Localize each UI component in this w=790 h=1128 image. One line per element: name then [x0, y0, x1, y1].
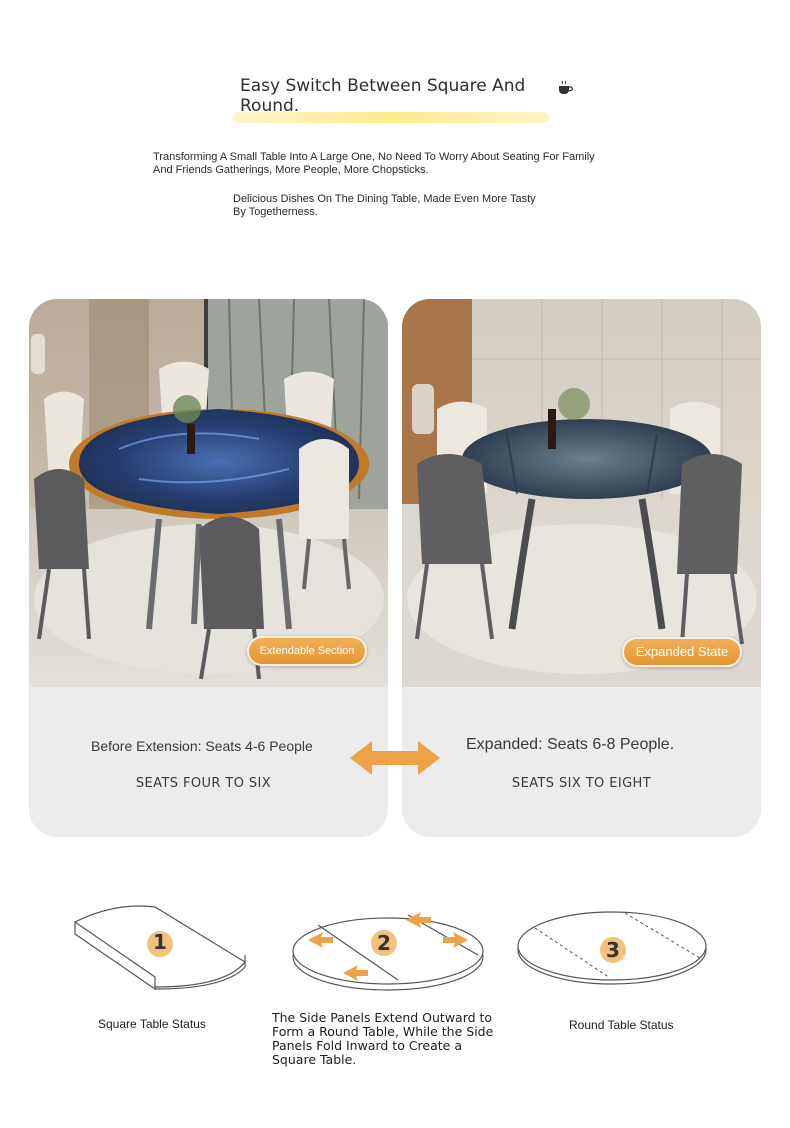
round-table-photo	[402, 299, 761, 687]
seats-six-to-eight-label: SEATS SIX TO EIGHT	[511, 776, 652, 791]
step-1-number: 1	[153, 930, 167, 954]
step-3-caption: Round Table Status	[569, 1018, 674, 1032]
title-block	[233, 76, 553, 116]
step-1-caption: Square Table Status	[98, 1017, 206, 1031]
expanded-text: Expanded: Seats 6-8 People.	[466, 736, 675, 753]
double-arrow-icon	[350, 741, 440, 775]
page-title: Easy Switch Between Square And Round.	[240, 76, 526, 116]
step-3-number: 3	[606, 938, 620, 962]
expanded-state-card	[402, 299, 761, 837]
seats-four-to-six-label: SEATS FOUR TO SIX	[135, 776, 272, 791]
step-2-caption: The Side Panels Extend Outward to Form a Round Table, While the Side Panels Fold Inward to Create a Square Table.	[272, 1010, 494, 1067]
intro-paragraph-1: Transforming A Small Table Into A Large One, No Need To Worry About Seating For Family And Friends Gatherings, More People, More Chopsticks.	[153, 151, 595, 176]
square-table-photo	[29, 299, 388, 687]
before-extension-text: Before Extension: Seats 4-6 People	[91, 738, 313, 754]
step-2-number: 2	[377, 931, 391, 955]
expanded-state-badge: Expanded State	[622, 637, 742, 667]
extendable-section-badge: Extendable Section	[247, 636, 367, 666]
coffee-cup-icon	[557, 80, 573, 96]
before-extension-card	[29, 299, 388, 837]
intro-paragraph-2: Delicious Dishes On The Dining Table, Made Even More Tasty By Togetherness.	[233, 193, 536, 218]
